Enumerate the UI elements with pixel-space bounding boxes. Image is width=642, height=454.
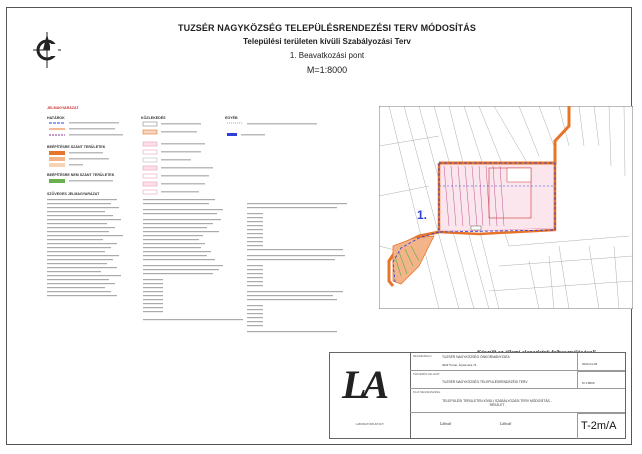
office-name: LABORATÓRIUM KFT. xyxy=(355,422,385,426)
drawing-code: T-2m/A xyxy=(581,420,617,432)
office-logo: LA xyxy=(342,362,386,407)
client-address: 4623 Tuzsér, Árpád utca 73. xyxy=(442,363,477,367)
legend-heading: JELMAGYARÁZAT xyxy=(47,106,79,110)
office-logo-cell xyxy=(330,353,411,439)
legend-group-transport: KÖZLEKEDÉS xyxy=(141,116,166,120)
drawing-sheet xyxy=(6,7,632,445)
map-scale: M=1:8000 xyxy=(306,65,348,75)
scale-cell xyxy=(577,371,625,389)
project-name: TUZSÉR NAGYKÖZSÉG TELEPÜLÉSRENDEZÉSI TERV xyxy=(442,380,528,384)
title-block xyxy=(329,352,626,439)
legend xyxy=(47,106,377,336)
drawing-label: RAJZ MEGNEVEZÉSE: xyxy=(413,391,441,394)
client-label: MEGRENDELŐ: xyxy=(413,355,433,358)
drawing-name: TELEPÜLÉSI TERÜLETEN KÍVÜLI SZABÁLYOZÁSI TERV MÓDOSÍTÁS - RÉSZLET xyxy=(442,399,552,407)
title-block-scale: M 1:8000 xyxy=(582,381,595,385)
legend-swatches xyxy=(47,106,377,336)
plan-title: TUZSÉR NAGYKÖZSÉG TELEPÜLÉSRENDEZÉSI TERV MÓDOSÍTÁS xyxy=(178,23,476,33)
designer-signature-2: Lábodi xyxy=(500,421,512,426)
point-label: 1. xyxy=(417,208,428,222)
plan-subtitle: Települési területen kívüli Szabályozási Terv xyxy=(243,37,411,46)
legend-group-text: SZÖVEGES JELMAGYARÁZAT xyxy=(47,192,100,196)
job-number: 2022-01-06 xyxy=(582,362,598,366)
map-excerpt xyxy=(379,106,633,309)
project-label: TERVEZÉSI FELADAT: xyxy=(413,373,441,376)
legend-group-unbuilt: BEÉPÍTÉSRE NEM SZÁNT TERÜLETEK xyxy=(47,173,115,177)
designer-signature-1: Lábodi xyxy=(440,421,452,426)
legend-group-borders: HATÁROK xyxy=(47,116,65,120)
job-number-cell xyxy=(577,353,625,371)
compass-logo-icon xyxy=(30,30,64,70)
client-name: TUZSÉR NAGYKÖZSÉG ÖNKORMÁNYZATA xyxy=(442,355,510,359)
map-title xyxy=(157,22,497,77)
drawing-row xyxy=(410,389,625,413)
drawing-code-cell xyxy=(577,413,625,439)
legend-group-built: BEÉPÍTÉSRE SZÁNT TERÜLETEK xyxy=(47,145,106,149)
legend-group-other: EGYÉB xyxy=(225,116,238,120)
intervention-point: 1. Beavatkozási pont xyxy=(289,51,365,60)
